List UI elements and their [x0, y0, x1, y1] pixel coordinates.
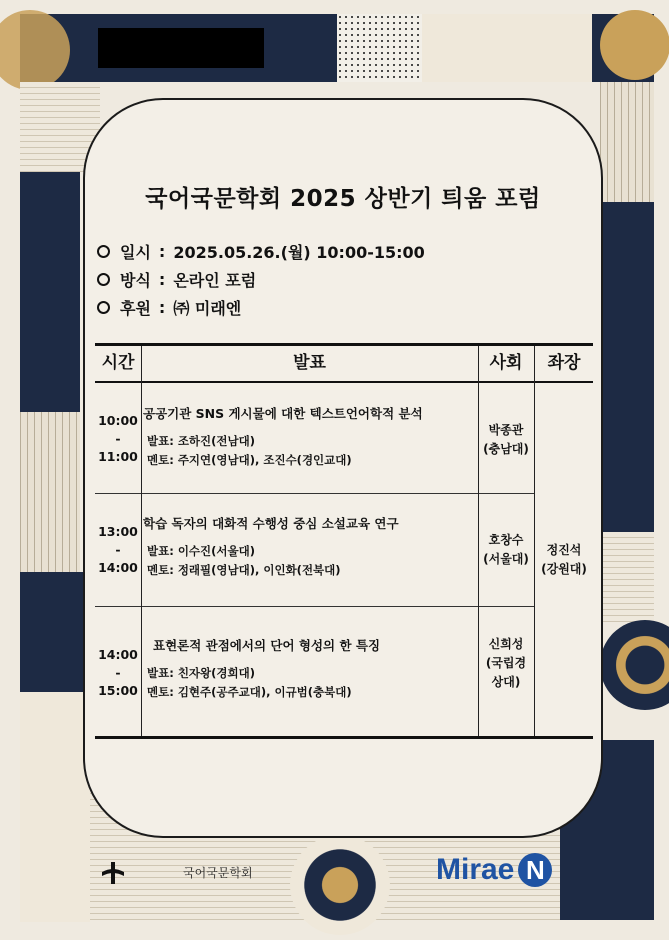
talk-title: 공공기관 SNS 게시물에 대한 텍스트언어학적 분석 — [143, 406, 423, 421]
time-separator: - — [115, 542, 121, 557]
time-end: 15:00 — [98, 683, 138, 698]
talk-mentors: 멘토: 정래필(영남대), 이인화(전북대) — [147, 563, 341, 577]
time-start: 13:00 — [98, 524, 138, 539]
host-affiliation: (서울대) — [483, 552, 529, 566]
table-header-rule — [95, 381, 593, 383]
info-method-label: 방식 — [120, 271, 151, 290]
table-row-host — [478, 531, 534, 569]
decor-gold-circle-right — [600, 10, 669, 80]
header-host: 사회 — [489, 353, 523, 373]
page-title: 국어국문학회 2025 상반기 틔움 포럼 — [145, 186, 541, 212]
talk-presenter: 발표: 친자왕(경희대) — [147, 666, 255, 680]
chair-affiliation: (강원대) — [541, 562, 587, 576]
info-sponsor-value: ㈜ 미래엔 — [173, 299, 242, 318]
talk-presenter: 발표: 조하진(전남대) — [147, 434, 255, 448]
redacted-block — [98, 28, 264, 68]
decor-left-navy-2 — [20, 572, 90, 692]
info-separator: : — [158, 298, 166, 317]
decor-left-cream — [20, 692, 90, 922]
table-row-talk — [143, 514, 478, 580]
talk-presenter: 발표: 이수진(서울대) — [147, 544, 255, 558]
info-date — [97, 240, 425, 263]
decor-right-lines — [600, 82, 654, 202]
info-date-label: 일시 — [120, 243, 151, 262]
decor-cream-panel — [422, 14, 592, 82]
time-separator: - — [115, 665, 121, 680]
table-row-rule — [95, 493, 534, 494]
info-separator: : — [158, 270, 166, 289]
info-sponsor — [97, 296, 241, 319]
table-col-rule — [141, 346, 142, 736]
table-row-talk — [143, 404, 478, 470]
circle-bullet-icon — [97, 301, 110, 314]
table-top-rule — [95, 343, 593, 346]
decor-left-texture — [20, 412, 80, 572]
society-name: 국어국문학회 — [183, 866, 253, 880]
host-affiliation: (국립경 — [485, 656, 527, 670]
info-separator: : — [158, 242, 166, 261]
decor-right-texture — [596, 532, 654, 622]
decor-left-navy — [20, 172, 80, 412]
header-chair: 좌장 — [547, 353, 581, 373]
info-date-value: 2025.05.26.(월) 10:00-15:00 — [173, 243, 425, 262]
table-bottom-rule — [95, 736, 593, 739]
sponsor-logo — [436, 853, 552, 887]
time-separator: - — [115, 431, 121, 446]
time-end: 14:00 — [98, 560, 138, 575]
chair-name: 정진석 — [546, 543, 582, 557]
info-method-value: 온라인 포럼 — [173, 271, 257, 290]
decor-right-medallion — [600, 620, 669, 710]
sponsor-logo-text: Mirae — [436, 853, 515, 886]
host-affiliation: (충남대) — [483, 442, 529, 456]
table-row-host — [478, 635, 534, 692]
table-row-time — [95, 646, 141, 700]
decor-dots-panel — [337, 14, 422, 82]
info-method — [97, 268, 256, 291]
header-talk: 발표 — [293, 353, 326, 373]
table-row-host — [478, 421, 534, 459]
decor-bottom-medallion — [290, 835, 390, 935]
time-start: 14:00 — [98, 647, 138, 662]
sponsor-logo-mark: N — [518, 853, 552, 887]
host-name: 박종관 — [488, 423, 524, 437]
talk-mentors: 멘토: 주지연(영남대), 조진수(경인교대) — [147, 453, 352, 467]
decor-right-navy — [596, 202, 654, 532]
talk-mentors: 멘토: 김현주(공주교대), 이규범(충북대) — [147, 685, 352, 699]
table-row-time — [95, 523, 141, 577]
talk-title: 학습 독자의 대화적 수행성 중심 소설교육 연구 — [143, 516, 399, 531]
host-affiliation-cont: 상대) — [491, 675, 521, 689]
table-row-time — [95, 412, 141, 466]
time-start: 10:00 — [98, 413, 138, 428]
header-time: 시간 — [101, 353, 135, 373]
host-name: 호창수 — [488, 533, 524, 547]
table-row-rule — [95, 606, 534, 607]
circle-bullet-icon — [97, 245, 110, 258]
host-name: 신희성 — [488, 637, 524, 651]
info-sponsor-label: 후원 — [120, 299, 151, 318]
society-logo-icon — [100, 860, 126, 886]
table-row-talk — [143, 636, 478, 702]
time-end: 11:00 — [98, 449, 138, 464]
table-chair — [534, 541, 594, 579]
circle-bullet-icon — [97, 273, 110, 286]
talk-title: 표현론적 관점에서의 단어 형성의 한 특징 — [153, 638, 381, 653]
